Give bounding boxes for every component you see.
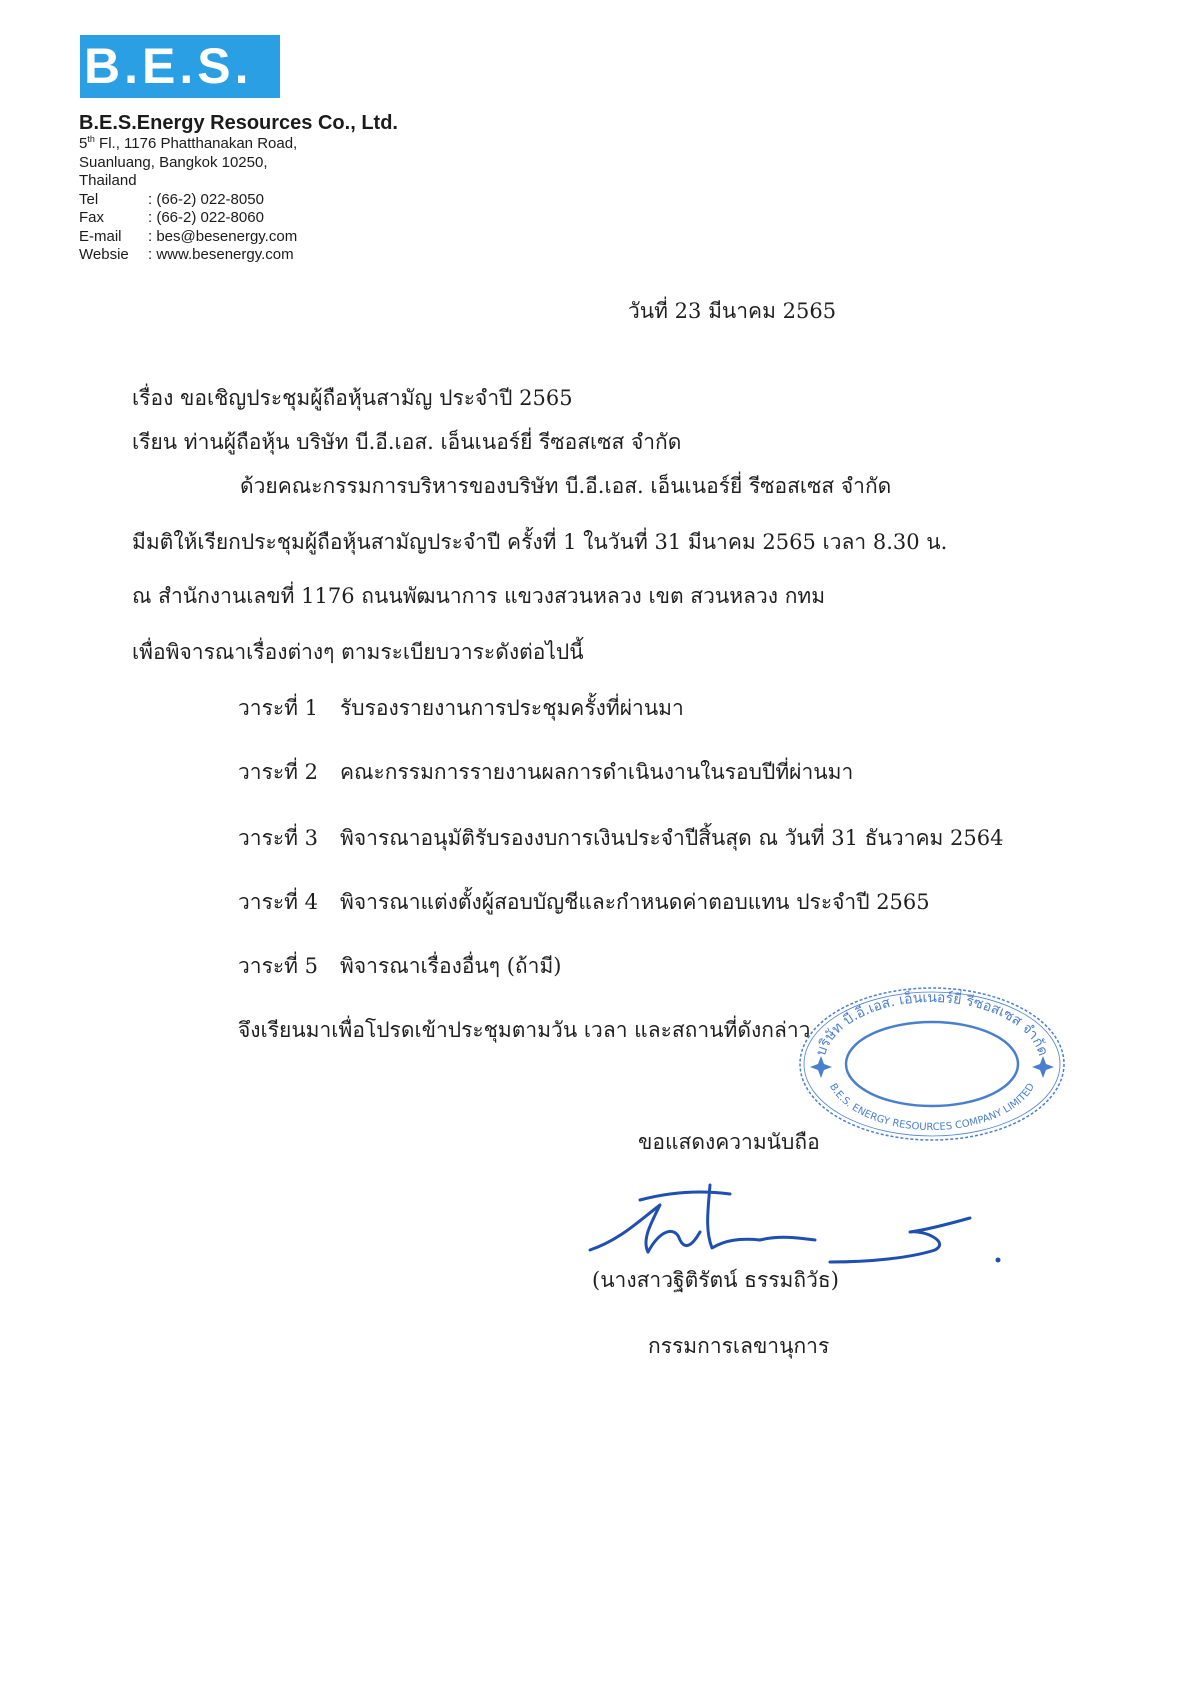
- letter-subject: เรื่อง ขอเชิญประชุมผู้ถือหุ้นสามัญ ประจำปี 2565: [132, 386, 573, 410]
- agenda-text: คณะกรรมการรายงานผลการดำเนินงานในรอบปีที่ผ่านมา: [340, 760, 854, 784]
- signatory-name: (นางสาวฐิติรัตน์ ธรรมถิวัธ): [592, 1268, 839, 1292]
- letter-date: วันที่ 23 มีนาคม 2565: [628, 299, 837, 323]
- closing-line: จึงเรียนมาเพื่อโปรดเข้าประชุมตามวัน เวลา และสถานที่ดังกล่าว: [238, 1018, 811, 1042]
- agenda-number: วาระที่ 4: [238, 890, 319, 914]
- company-stamp: [796, 984, 1068, 1144]
- contact-label: E-mail: [79, 227, 122, 245]
- body-line-1: ด้วยคณะกรรมการบริหารของบริษัท บี.อี.เอส. เอ็นเนอร์ยี่ รีซอสเซส จำกัด: [240, 474, 892, 498]
- contact-label: Websie: [79, 246, 129, 263]
- body-line-3: ณ สำนักงานเลขที่ 1176 ถนนพัฒนาการ แขวงสวนหลวง เขต สวนหลวง กทม: [132, 584, 826, 608]
- body-line-2: มีมติให้เรียกประชุมผู้ถือหุ้นสามัญประจำปี ครั้งที่ 1 ในวันที่ 31 มีนาคม 2565 เวลา 8.30 น.: [132, 530, 948, 554]
- star-icon: [1032, 1056, 1054, 1078]
- address-line-1: [79, 135, 399, 154]
- stamp-text-bottom-path: B.E.S. ENERGY RESOURCES COMPANY LIMITED: [826, 1081, 1038, 1134]
- agenda-text: พิจารณาอนุมัติรับรองงบการเงินประจำปีสิ้นสุด ณ วันที่ 31 ธันวาคม 2564: [340, 826, 1004, 850]
- address-line-2: Suanluang, Bangkok 10250,: [79, 153, 268, 171]
- contact-value: : (66-2) 022-8060: [148, 209, 264, 226]
- agenda-number: วาระที่ 3: [238, 826, 319, 850]
- body-line-4: เพื่อพิจารณาเรื่องต่างๆ ตามระเบียบวาระดังต่อไปนี้: [132, 640, 584, 664]
- contact-value: : (66-2) 022-8050: [148, 190, 264, 208]
- address-line-1-rest: Fl., 1176 Phatthanakan Road,: [94, 135, 298, 152]
- floor-suffix: th: [87, 134, 95, 144]
- agenda-text: พิจารณาแต่งตั้งผู้สอบบัญชีและกำหนดค่าตอบแทน ประจำปี 2565: [340, 890, 930, 914]
- agenda-text: รับรองรายงานการประชุมครั้งที่ผ่านมา: [340, 696, 684, 720]
- floor-number: 5: [79, 135, 88, 152]
- company-logo: B.E.S.: [80, 35, 280, 98]
- signature-image: [580, 1180, 1020, 1270]
- agenda-text: พิจารณาเรื่องอื่นๆ (ถ้ามี): [340, 954, 562, 978]
- contact-website: [79, 246, 399, 265]
- contact-label: Tel: [79, 190, 99, 208]
- contact-label: Fax: [79, 209, 105, 226]
- signature-dot: [996, 1258, 1001, 1263]
- signature-strokes: [590, 1185, 970, 1262]
- company-address-block: [79, 135, 399, 265]
- letter-salutation: เรียน ท่านผู้ถือหุ้น บริษัท บี.อี.เอส. เอ็นเนอร์ยี่ รีซอสเซส จำกัด: [132, 430, 682, 454]
- company-name: B.E.S.Energy Resources Co., Ltd.: [79, 112, 398, 134]
- closing-regards: ขอแสดงความนับถือ: [638, 1130, 820, 1154]
- contact-value: : www.besenergy.com: [148, 246, 294, 263]
- contact-value: : bes@besenergy.com: [148, 227, 298, 245]
- signatory-title: กรรมการเลขานุการ: [648, 1334, 830, 1358]
- contact-email: [79, 228, 399, 247]
- address-line-3: Thailand: [79, 172, 137, 189]
- star-icon: [810, 1056, 832, 1078]
- agenda-number: วาระที่ 1: [238, 696, 319, 720]
- agenda-number: วาระที่ 2: [238, 760, 319, 784]
- contact-fax: [79, 209, 399, 228]
- stamp-artwork: [800, 988, 1064, 1140]
- contact-tel: [79, 191, 399, 210]
- agenda-number: วาระที่ 5: [238, 954, 319, 978]
- stamp-text-top-path: บริษัท บี.อี.เอส. เอ็นเนอร์ยี่ รีซอสเซส จำกัด: [813, 989, 1051, 1058]
- stamp-text-top: [813, 989, 1051, 1058]
